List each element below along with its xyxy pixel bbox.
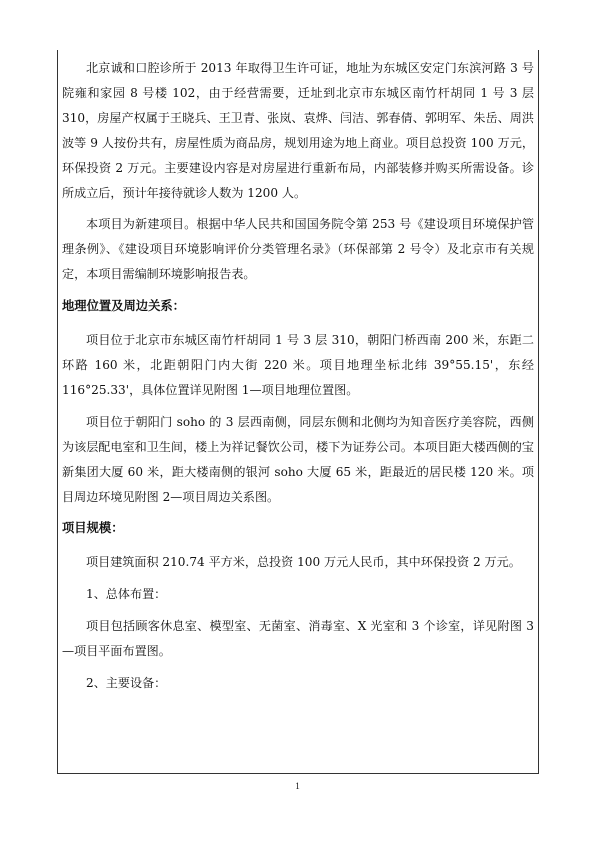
paragraph-location: 项目位于北京市东城区南竹杆胡同 1 号 3 层 310，朝阳门桥西南 200 米，东距二环路 160 米，北距朝阳门内大街 220 米。项目地理坐标北纬 39°55.15'，东经 116°25.33'，具体位置详见附图 1—项目地理位置图。 xyxy=(62,333,534,397)
page-number: 1 xyxy=(295,781,300,791)
paragraph-scale: 项目建筑面积 210.74 平方米，总投资 100 万元人民币，其中环保投资 2 万元。 xyxy=(86,555,521,570)
heading-scale: 项目规模： xyxy=(62,521,124,536)
paragraph-project-nature: 本项目为新建项目。根据中华人民共和国国务院令第 253 号《建设项目环境保护管理条例》、《建设项目环境影响评价分类管理名录》（环保部第 2 号令）及北京市有关规定，本项目需编制环境影响报告表。 xyxy=(62,217,534,282)
item-equipment-title: 2、主要设备： xyxy=(86,675,167,690)
document-body xyxy=(62,56,534,703)
heading-location: 地理位置及周边关系： xyxy=(62,299,185,314)
paragraph-project-background: 北京诚和口腔诊所于 2013 年取得卫生许可证，地址为东城区安定门东滨河路 3 号院雍和家园 8 号楼 102，由于经营需要，迁址到北京市东城区南竹杆胡同 1 号 3 层 310，房屋产权属于王晓兵、王卫青、张岚、袁烨、闫洁、郭春倩、郭明军、朱岳、周洪波等 9 人按份共有，房屋性质为商品房，规划用途为地上商业。项目总投资 100 万元，环保投资 2 万元。主要建设内容是对房屋进行重新布局，内部装修并购买所需设备。诊所成立后，预计年接待就诊人数为 1200 人。 xyxy=(62,61,534,200)
item-layout-title: 1、总体布置： xyxy=(86,587,167,602)
paragraph-layout: 项目包括顾客休息室、模型室、无菌室、消毒室、X 光室和 3 个诊室，详见附图 3—项目平面布置图。 xyxy=(62,619,534,659)
paragraph-surroundings: 项目位于朝阳门 soho 的 3 层西南侧，同层东侧和北侧均为知音医疗美容院，西侧为该层配电室和卫生间，楼上为祥记餐饮公司，楼下为证券公司。本项目距大楼西侧的宝新集团大厦 60 米，距大楼南侧的银河 soho 大厦 65 米，距最近的居民楼 120 米。项目周边环境见附图 2—项目周边关系图。 xyxy=(62,414,534,504)
